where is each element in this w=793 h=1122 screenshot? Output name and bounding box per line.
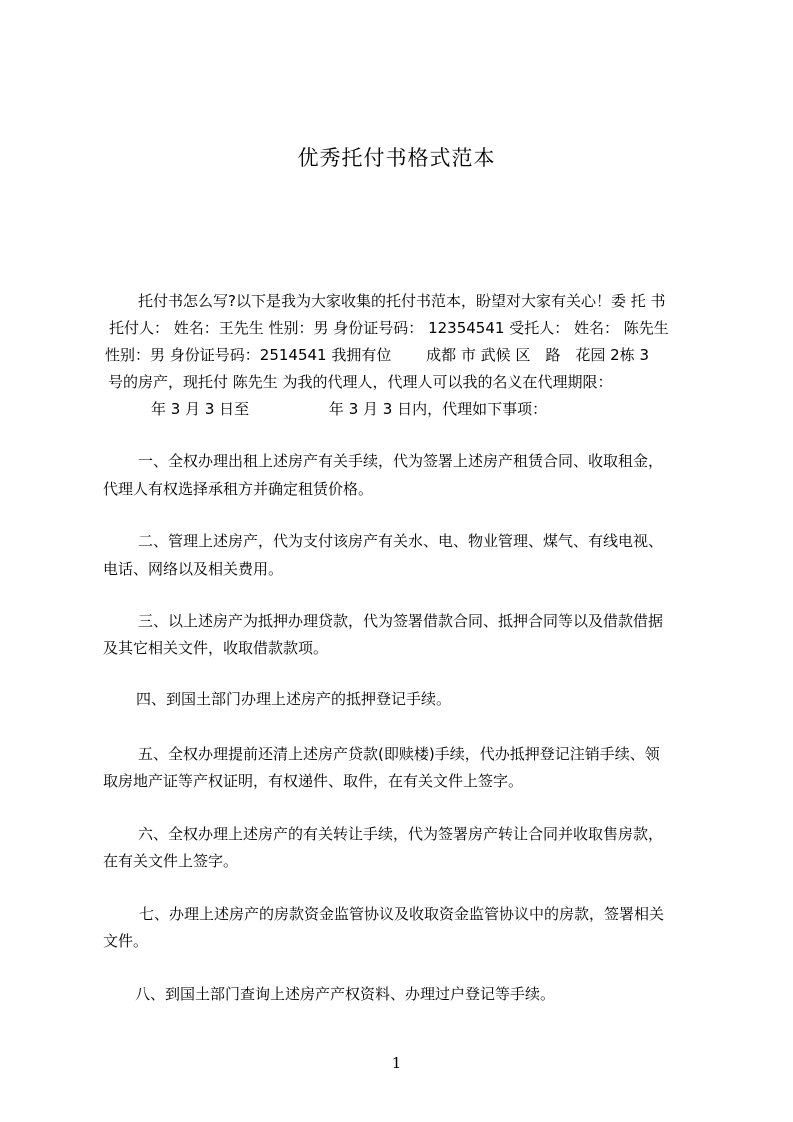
intro-line-1: 托付书怎么写?以下是我为大家收集的托付书范本，盼望对大家有关心！委 托 书: [138, 292, 666, 310]
item-5-line-1: 五、全权办理提前还清上述房产贷款(即赎楼)手续，代办抵押登记注销手续、领: [138, 745, 660, 763]
item-3-line-2: 及其它相关文件，收取借款款项。: [103, 639, 329, 657]
item-4-line-1: 四、到国土部门办理上述房产的抵押登记手续。: [136, 690, 452, 708]
item-6-line-2: 在有关文件上签字。: [103, 852, 239, 870]
item-1-line-1: 一、全权办理出租上述房产有关手续，代为签署上述房产租赁合同、收取租金，: [138, 452, 664, 470]
item-3-line-1: 三、以上述房产为抵押办理贷款，代为签署借款合同、抵押合同等以及借款借据: [138, 612, 664, 630]
item-2-line-1: 二、管理上述房产，代为支付该房产有关水、电、物业管理、煤气、有线电视、: [138, 532, 664, 550]
item-2-line-2: 电话、网络以及相关费用。: [103, 560, 284, 578]
intro-line-4: 号的房产，现托付 陈先生 为我的代理人，代理人可以我的名义在代理期限：: [108, 373, 613, 391]
page-number: 1: [391, 1054, 402, 1072]
intro-line-5: 年 3 月 3 日至 年 3 月 3 日内，代理如下事项：: [151, 400, 548, 418]
item-7-line-1: 七、办理上述房产的房款资金监管协议及收取资金监管协议中的房款，签署相关: [139, 905, 665, 923]
item-1-line-2: 代理人有权选择承租方并确定租赁价格。: [103, 480, 374, 498]
item-7-line-2: 文件。: [103, 932, 149, 950]
item-8-line-1: 八、到国土部门查询上述房产产权资料、办理过户登记等手续。: [135, 985, 556, 1003]
item-6-line-1: 六、全权办理上述房产的有关转让手续，代为签署房产转让合同并收取售房款，: [138, 825, 664, 843]
intro-line-3: 性别：男 身份证号码：2514541 我拥有位 成都 市 武候 区 路 花园 2栋 3: [105, 346, 650, 364]
document-title: 优秀托付书格式范本: [297, 146, 496, 170]
intro-line-2: 托付人： 姓名：王先生 性别：男 身份证号码： 12354541 受托人： 姓名： 陈先生: [109, 319, 669, 337]
item-5-line-2: 取房地产证等产权证明，有权递件、取件，在有关文件上签字。: [103, 772, 524, 790]
